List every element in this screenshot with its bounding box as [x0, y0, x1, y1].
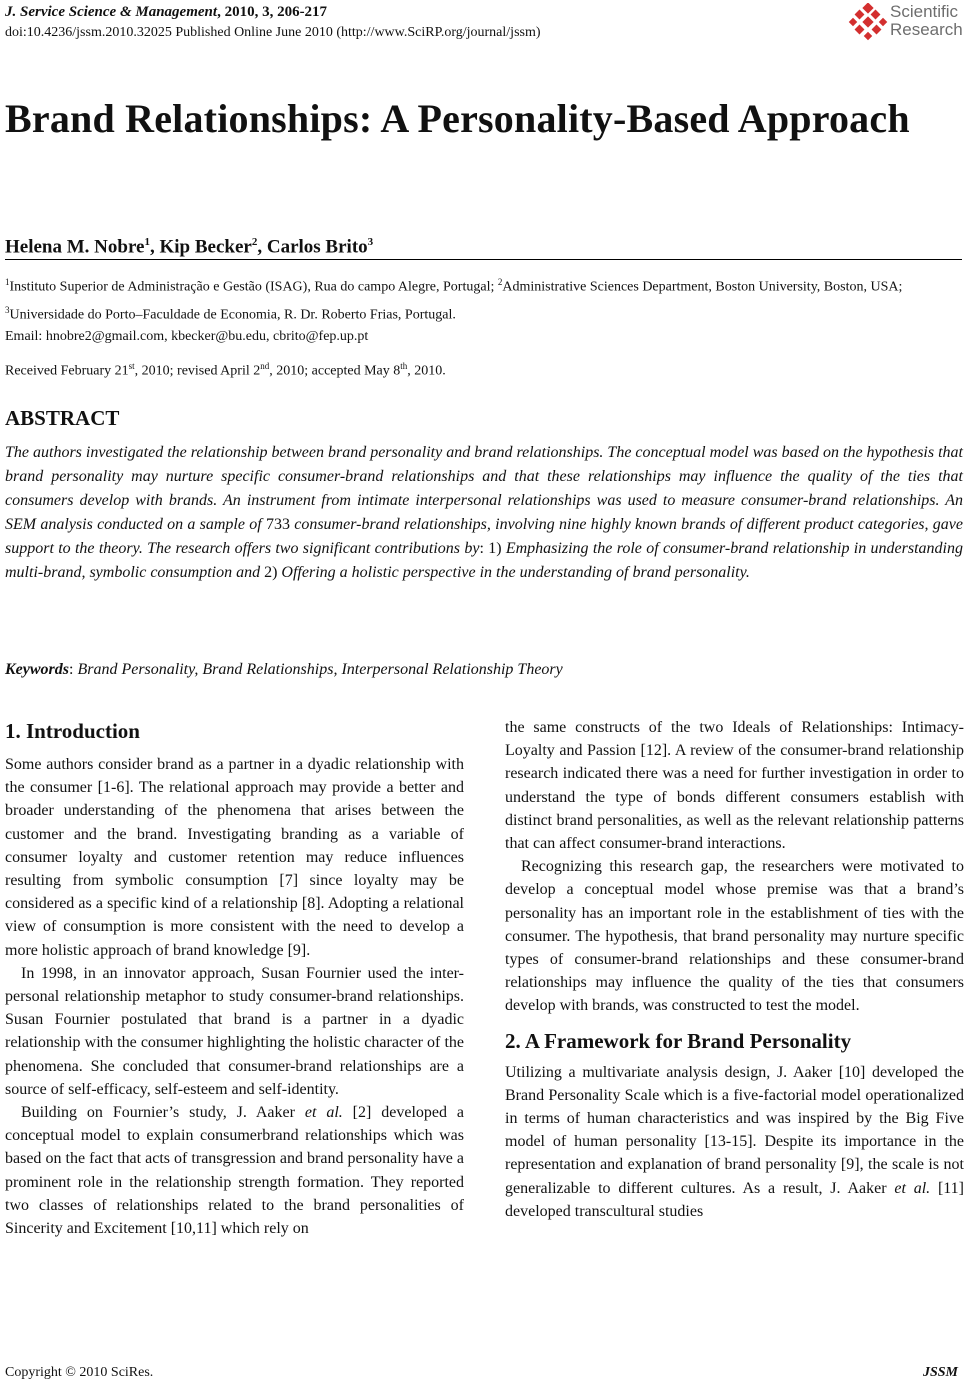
author-affiliation-mark: 2 [251, 236, 258, 248]
left-column [5, 716, 464, 1240]
journal-volume: , 2010, 3, 206-217 [217, 4, 328, 20]
section-heading-framework: 2. A Framework for Brand Personality [505, 1028, 852, 1053]
paragraph [5, 1101, 464, 1240]
paragraph-text: Building on Fournier’s study, J. Aaker [21, 1104, 305, 1122]
author-name: Kip Becker [159, 236, 252, 258]
section-heading-introduction: 1. Introduction [5, 719, 140, 743]
publisher-logo [848, 3, 966, 43]
logo-text [890, 3, 963, 39]
sample-size: 733 [265, 516, 290, 533]
journal-name: J. Service Science & Management [5, 4, 218, 20]
paragraph-text: Utilizing a multivariate analysis design, J. Aaker [10] developed the Brand Personality Scale which is a five-factorial model operationalized in terms of human characteristics and was inspired by the Big Five model of human personality [13-15]. Despite its importance in the representation and explanation of brand personality [9], the scale is not generalizable to different cultures. As a result, J. Aaker [505, 1063, 964, 1197]
keywords-label: Keywords [5, 661, 69, 678]
paragraph-text: [2] developed a conceptual model to explain consumerbrand relationships which was based on the fact that acts of transgression and brand personality have a prominent role in the relationship strength formation. They reported two classes of relationships related to the brand personalities of Sincerity and Excitement [10,11] which rely on [5, 1104, 465, 1238]
abstract-body [5, 441, 963, 585]
author-name: Helena M. Nobre [5, 236, 145, 258]
abstract-text: The authors investigated the relationship between brand personality and brand relationships. The conceptual model was based on the hypothesis that brand personality may nurture specific consumer-brand relationships and that these relationships may influence the quality of the ties that consumers develop with brands. An instrument from intimate interpersonal relationships was used to measure consumer-brand relationships. An SEM analysis conducted on a sample of [5, 444, 963, 533]
year-text: , 2010. [407, 363, 446, 379]
accepted-text: , 2010; accepted May 8 [269, 363, 401, 379]
keywords [5, 659, 563, 681]
abstract-enum: : 1) [479, 540, 502, 557]
author-affiliation-mark: 3 [367, 236, 374, 248]
et-al: et al. [304, 1104, 343, 1122]
logo-text-line2: Research [890, 20, 963, 39]
ordinal-suffix: st [128, 361, 135, 371]
journal-citation [5, 3, 327, 22]
footer-journal: JSSM [922, 1365, 958, 1380]
affiliation-3: Universidade do Porto–Faculdade de Economia, R. Dr. Roberto Frias, Portugal. [9, 307, 456, 323]
abstract-text: Offering a holistic perspective in the understanding of brand personality. [277, 564, 750, 581]
logo-text-line1: Scientific [890, 2, 959, 21]
right-column [505, 716, 964, 1223]
received-dates [5, 356, 446, 382]
author-affiliation-mark: 1 [144, 236, 150, 248]
abstract-heading: ABSTRACT [5, 406, 120, 430]
abstract-text: Emphasizing the role of consumer-brand relationship in understanding multi-brand, symbolic consumption and [5, 540, 964, 581]
scientific-research-logo-icon [848, 3, 888, 43]
author-name: Carlos Brito [266, 236, 368, 258]
paper-title: Brand Relationships: A Personality-Based Approach [5, 96, 910, 141]
received-text: Received February 21 [5, 363, 129, 379]
revised-text: , 2010; revised April 2 [134, 363, 261, 379]
header-rule [5, 259, 962, 260]
affiliation-mark: 3 [5, 304, 10, 315]
ordinal-suffix: th [400, 361, 408, 371]
keywords-colon: : [69, 661, 78, 678]
paragraph: In 1998, in an innovator approach, Susan Fournier used the inter-personal relationship metaphor to study consumer-brand relationships. Susan Fournier postulated that brand is a partner in a dyadic relationship with the consumer highlighting the holistic character of the phenomena. She concluded that consumer-brand relationships are a source of self-efficacy, self-esteem and self-identity. [5, 964, 464, 1098]
doi-line: doi:10.4236/jssm.2010.32025 Published Online June 2010 (http://www.SciRP.org/journal/jssm) [5, 25, 541, 40]
affiliation-2: Administrative Sciences Department, Boston University, Boston, USA; [502, 279, 903, 295]
paragraph: Some authors consider brand as a partner in a dyadic relationship with the consumer [1-6]. The relational approach may provide a better and broader understanding of the phenomena that arises between the customer and the brand. Investigating branding as a variable of consumer loyalty and customer retention may reduce influences resulting from symbolic consumption [7] since loyalty may be considered as a specific kind of a relationship [8]. Adopting a relational view of consumption is more consistent with the need to develop a more holistic approach of brand knowledge [9]. [5, 756, 464, 959]
author-list: Helena M. Nobre$^1$, Kip Becker$^2$, Carlos Brito$^3$ [5, 236, 374, 258]
abstract-enum: 2) [264, 564, 278, 581]
affiliation-mark: 1 [5, 277, 10, 287]
paragraph: Recognizing this research gap, the researchers were motivated to develop a conceptual model whose premise was that a brand’s personality has an important role in the establishment of ties with the consumer. The hypothesis, that brand personality may nurture specific types of consumer-brand relationships and these consumer-brand relationships may influence the quality of the ties that consumers develop with brands, was constructed to test the model. [505, 858, 964, 1015]
affiliation-1: Instituto Superior de Administração e Gestão (ISAG), Rua do campo Alegre, Portugal; [9, 279, 498, 295]
abstract-text: consumer-brand relationships, involving nine highly known brands of different product categories, gave support to the theory. The research offers two significant contributions by [5, 516, 963, 557]
et-al: et al. [894, 1179, 931, 1197]
paragraph-text: [11] developed transcultural studies [505, 1179, 965, 1220]
affiliations [5, 271, 963, 348]
paragraph: the same constructs of the two Ideals of Relationships: Intimacy-Loyalty and Passion [12]. A review of the consumer-brand relationship research indicated there was a need for further investigation in order to understand the type of bonds different consumers establish with distinct brand personalities, as well as the relevant relationship patterns that can affect consumer-brand interactions. [505, 719, 964, 853]
footer-copyright: Copyright © 2010 SciRes. [5, 1365, 154, 1380]
ordinal-suffix: nd [260, 361, 270, 371]
author-emails: Email: hnobre2@gmail.com, kbecker@bu.edu, cbrito@fep.up.pt [5, 329, 369, 345]
paragraph [505, 1061, 964, 1223]
affiliation-mark: 2 [497, 277, 503, 287]
keywords-value: Brand Personality, Brand Relationships, Interpersonal Relationship Theory [77, 661, 563, 678]
